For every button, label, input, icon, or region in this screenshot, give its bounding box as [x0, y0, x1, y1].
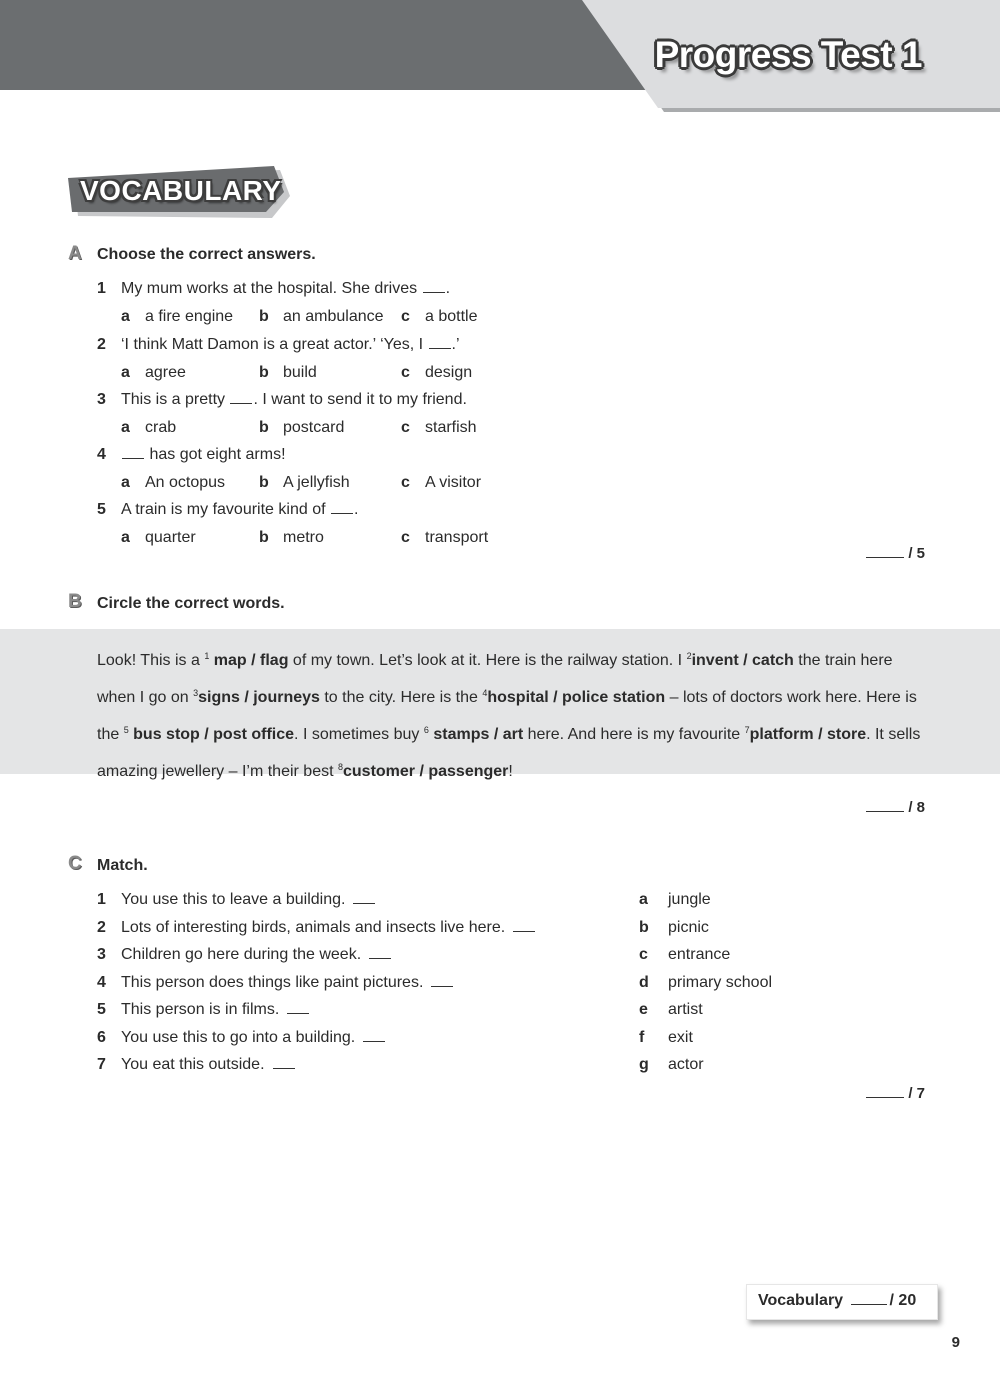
answer-blank[interactable]: [363, 1029, 385, 1042]
option-letter: b: [259, 419, 269, 436]
choice-1[interactable]: map / flag: [213, 652, 289, 669]
match-number: 7: [97, 1056, 106, 1073]
option-text[interactable]: a bottle: [425, 308, 478, 325]
match-prompt: This person does things like paint pictures.: [121, 974, 453, 992]
option-letter: b: [259, 474, 269, 491]
option-text[interactable]: quarter: [145, 529, 196, 546]
match-number: 2: [97, 919, 106, 936]
option-letter: b: [259, 364, 269, 381]
question-number: 3: [97, 391, 106, 408]
option-letter: c: [401, 419, 410, 436]
option-letter: a: [121, 474, 130, 491]
section-c-score: / 7: [866, 1085, 925, 1102]
page-number: 9: [951, 1334, 960, 1351]
answer-option: jungle: [668, 891, 711, 908]
section-a-letter: A: [68, 243, 82, 264]
answer-blank[interactable]: [353, 891, 375, 904]
option-letter: b: [259, 529, 269, 546]
choice-3[interactable]: signs / journeys: [198, 689, 320, 706]
answer-option: entrance: [668, 946, 731, 963]
section-a-title: Choose the correct answers.: [97, 246, 316, 263]
choice-7[interactable]: platform / store: [749, 726, 867, 743]
answer-blank[interactable]: [230, 391, 252, 404]
answer-blank[interactable]: [122, 446, 144, 459]
question-text: ‘I think Matt Damon is a great actor.’ ‘Yes, I .’: [121, 336, 460, 353]
option-text[interactable]: metro: [283, 529, 324, 546]
answer-option: actor: [668, 1056, 704, 1073]
answer-blank[interactable]: [287, 1001, 309, 1014]
answer-option: primary school: [668, 974, 773, 991]
match-number: 1: [97, 891, 106, 908]
answer-option: artist: [668, 1001, 703, 1018]
match-prompt: Children go here during the week.: [121, 946, 391, 964]
option-letter: c: [401, 308, 410, 325]
question-text: A train is my favourite kind of .: [121, 501, 359, 518]
section-a-score: / 5: [866, 545, 925, 562]
match-prompt: You use this to leave a building.: [121, 891, 375, 909]
section-c-letter: C: [68, 853, 82, 874]
option-text[interactable]: build: [283, 364, 317, 381]
option-text[interactable]: A visitor: [425, 474, 482, 491]
option-letter: c: [401, 364, 410, 381]
answer-option: picnic: [668, 919, 709, 936]
answer-letter: f: [639, 1029, 645, 1046]
question-number: 4: [97, 446, 106, 463]
vocabulary-heading: VOCABULARY: [80, 175, 282, 206]
option-text[interactable]: design: [425, 364, 473, 381]
answer-letter: d: [639, 974, 649, 991]
option-letter: a: [121, 529, 130, 546]
answer-blank[interactable]: [423, 280, 445, 293]
section-b-title: Circle the correct words.: [97, 595, 285, 612]
match-prompt: You use this to go into a building.: [121, 1029, 385, 1047]
option-letter: b: [259, 308, 269, 325]
match-number: 6: [97, 1029, 106, 1046]
option-letter: a: [121, 308, 130, 325]
section-b-score: / 8: [866, 799, 925, 816]
option-text[interactable]: starfish: [425, 419, 477, 436]
option-text[interactable]: transport: [425, 529, 489, 546]
question-number: 1: [97, 280, 106, 297]
answer-blank[interactable]: [429, 336, 451, 349]
answer-letter: b: [639, 919, 649, 936]
answer-letter: c: [639, 946, 648, 963]
question-text: has got eight arms!: [121, 446, 286, 464]
option-text[interactable]: An octopus: [145, 474, 226, 491]
option-text[interactable]: agree: [145, 364, 186, 381]
question-number: 2: [97, 336, 106, 353]
answer-blank[interactable]: [369, 946, 391, 959]
section-c-title: Match.: [97, 857, 148, 874]
option-text[interactable]: postcard: [283, 419, 345, 436]
option-text[interactable]: A jellyfish: [283, 474, 350, 491]
choice-8[interactable]: customer / passenger: [343, 763, 509, 780]
option-letter: c: [401, 529, 410, 546]
choice-5[interactable]: bus stop / post office: [133, 726, 295, 743]
answer-letter: g: [639, 1056, 649, 1073]
answer-letter: e: [639, 1001, 648, 1018]
option-text[interactable]: a fire engine: [145, 308, 234, 325]
section-b-letter: B: [68, 591, 82, 612]
question-text: This is a pretty . I want to send it to my friend.: [121, 391, 467, 408]
match-number: 5: [97, 1001, 106, 1018]
choice-6[interactable]: stamps / art: [433, 726, 524, 743]
choice-4[interactable]: hospital / police station: [487, 689, 666, 706]
option-text[interactable]: crab: [145, 419, 177, 436]
section-b-paragraph: Look! This is a $^1$ map / flag of my town. Let’s look at it. Here is the railway station. I $^2$invent / catch the train here when I go on $^3$signs / journeys to the city. Here is the $^4$hospital / police station – lots of doctors work here. Here is the $^5$ bus stop / post office. I sometimes buy $^6$ stamps / art here. And here is my favourite $^7$platform / store. It sells amazing jewellery – I’m their best $^8$customer / passenger!: [97, 651, 921, 780]
choice-2[interactable]: invent / catch: [691, 652, 794, 669]
match-number: 4: [97, 974, 106, 991]
answer-blank[interactable]: [513, 919, 535, 932]
answer-blank[interactable]: [273, 1056, 295, 1069]
option-letter: a: [121, 419, 130, 436]
answer-blank[interactable]: [331, 501, 353, 514]
answer-letter: a: [639, 891, 648, 908]
answer-option: exit: [668, 1029, 693, 1046]
option-letter: c: [401, 474, 410, 491]
question-text: My mum works at the hospital. She drives .: [121, 280, 451, 297]
match-prompt: Lots of interesting birds, animals and insects live here.: [121, 919, 535, 937]
page-title: Progress Test 1: [654, 34, 922, 75]
total-score: Vocabulary / 20: [758, 1292, 917, 1309]
option-text[interactable]: an ambulance: [283, 308, 384, 325]
question-number: 5: [97, 501, 106, 518]
match-prompt: This person is in films.: [121, 1001, 309, 1019]
option-letter: a: [121, 364, 130, 381]
match-number: 3: [97, 946, 106, 963]
match-prompt: You eat this outside.: [121, 1056, 295, 1074]
answer-blank[interactable]: [431, 974, 453, 987]
